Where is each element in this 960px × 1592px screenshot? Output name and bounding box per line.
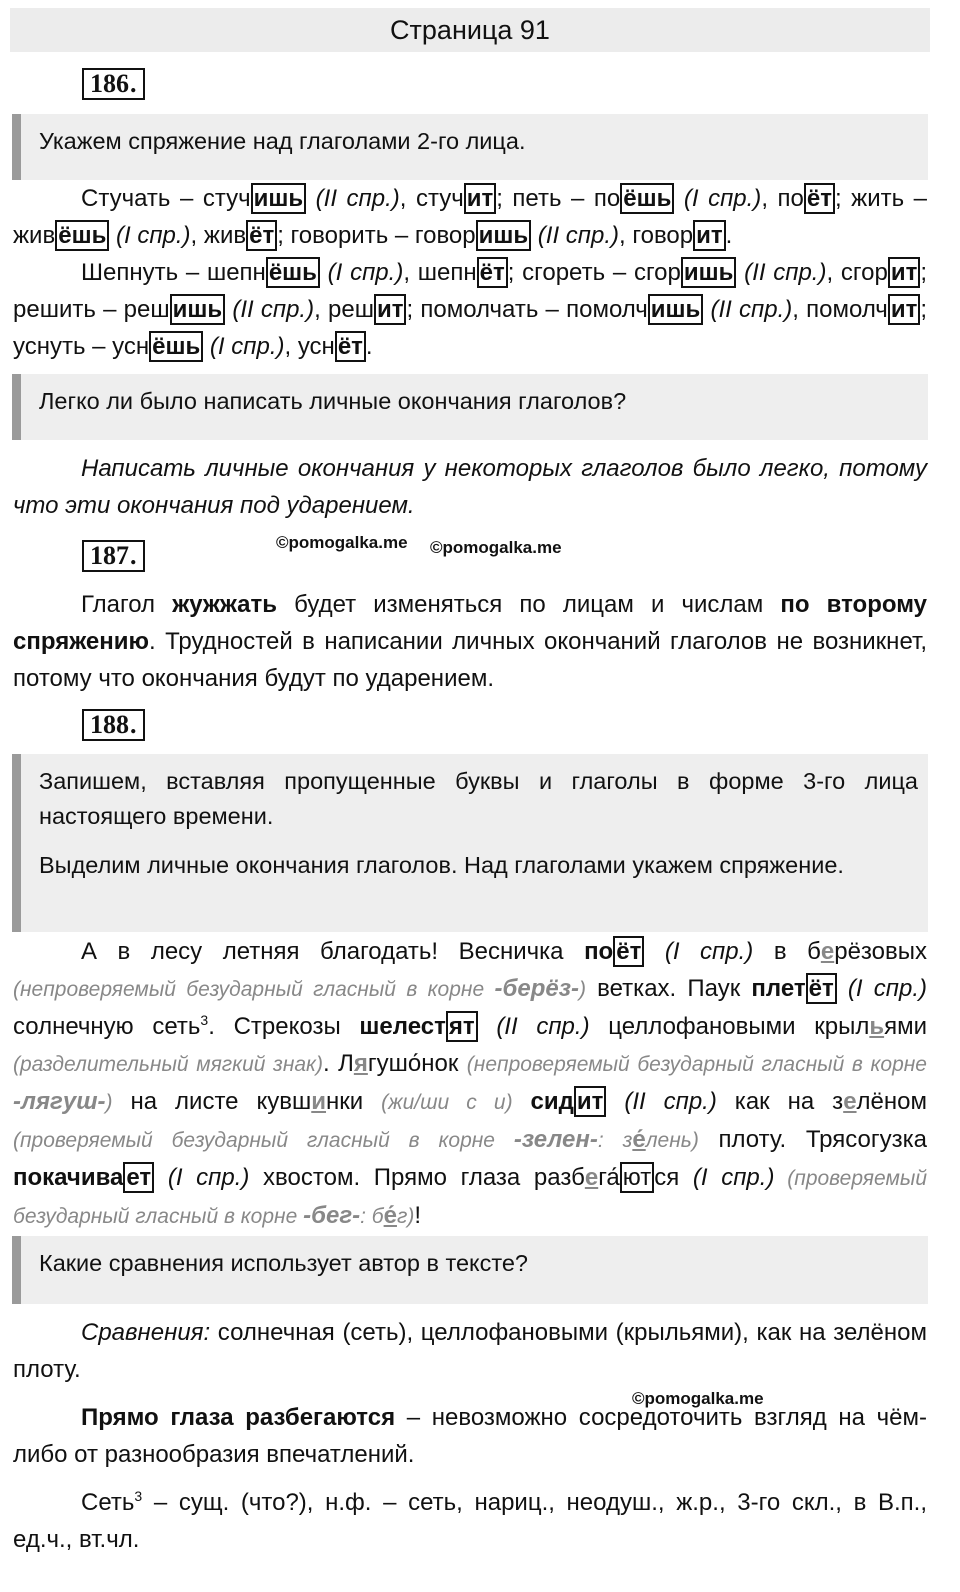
conjugation-note: (II спр.)	[477, 1013, 590, 1040]
text-run: А в лесу летняя благодать! Весничка	[81, 938, 585, 965]
ending-box: ёшь	[266, 257, 320, 288]
answer-text	[13, 450, 927, 524]
answer-paragraph	[13, 1399, 927, 1473]
bold-verb: шелест	[359, 1013, 446, 1040]
ending-box: ишь	[170, 294, 226, 325]
watermark: ©pomogalka.me	[276, 533, 408, 552]
text-run: , сгор	[826, 259, 888, 286]
number-dot: .	[130, 710, 137, 739]
conjugation-note: (I спр.)	[644, 938, 754, 965]
grey-note: (проверяемый безударный гласный в корне	[13, 1167, 927, 1228]
answer-paragraph	[13, 933, 927, 1235]
conjugation-note: (I спр.)	[679, 1164, 775, 1191]
text-run: Шепнуть – шепн	[81, 259, 266, 286]
text-run: солнечная (сеть), целлофановыми (крыльями), как на зелёном плоту.	[13, 1319, 927, 1383]
text-run: на листе кувш	[112, 1088, 312, 1115]
text-run: . Трудностей в написании личных окончаний глаголов не возникнет, потому что окончания будут по ударением.	[13, 628, 927, 692]
ending-box: ёт	[477, 257, 508, 288]
text-run	[513, 1088, 531, 1115]
answer-label: Сравнения:	[81, 1319, 211, 1346]
text-run: ; жить – жив	[13, 185, 928, 249]
task-box	[12, 374, 928, 440]
text-run: лёном	[856, 1088, 927, 1115]
text-run: .	[365, 333, 373, 360]
text-run: – сущ. (что?), н.ф. – сеть, нариц., неодуш., ж.р., 3-го скл., в В.п., ед.ч., вт.чл.	[13, 1489, 927, 1553]
watermark: ©pomogalka.me	[632, 1389, 764, 1408]
answer-text-187	[13, 586, 927, 697]
text-run: ся	[654, 1164, 680, 1191]
ending-box: ёт	[804, 183, 835, 214]
text-run: ветках. Паук	[585, 975, 752, 1002]
grey-note: (жи/ши с и)	[381, 1091, 513, 1114]
inserted-letter: ь	[869, 1013, 885, 1040]
text-run: Стучать – стуч	[81, 185, 251, 212]
answer-text	[13, 1484, 927, 1558]
text-run: , помолч	[792, 296, 888, 323]
text-run: , шепн	[403, 259, 477, 286]
exercise-number-187	[82, 540, 145, 572]
text-run: . Стрекозы	[208, 1013, 360, 1040]
text-run: ями	[884, 1013, 927, 1040]
task-box	[12, 754, 928, 932]
ending-box: ёшь	[620, 183, 674, 214]
answer-paragraph	[13, 1484, 927, 1558]
conjugation-note: (II спр.)	[736, 259, 827, 286]
text-run: ; уснуть – усн	[13, 296, 928, 360]
ending-box: ёт	[246, 220, 277, 251]
bold-verb: покачива	[13, 1164, 124, 1191]
text-run: гушо́нок	[367, 1050, 467, 1077]
bold-verb: жужжать	[172, 591, 278, 618]
text-run: – невозможно сосредоточить взгляд на чём-либо от разнообразия впечатлений.	[13, 1404, 927, 1468]
exercise-number: 186	[90, 69, 129, 98]
ending-box: ёт	[613, 936, 644, 967]
task-text: Выделим личные окончания глаголов. Над глаголами укажем спряжение.	[39, 852, 844, 878]
ending-box: ит	[888, 294, 921, 325]
answer-paragraph	[13, 586, 927, 697]
ending-box: ет	[123, 1162, 154, 1193]
text-run: , стуч	[399, 185, 464, 212]
inserted-letter: е́	[383, 1202, 397, 1229]
text-run: ; говорить – говор	[277, 222, 476, 249]
text-run: будет изменяться по лицам и числам	[277, 591, 781, 618]
conjugation-note: (I спр.)	[109, 222, 191, 249]
bold-phrase: Прямо глаза разбегаются	[81, 1404, 396, 1431]
ending-box: ют	[620, 1162, 654, 1193]
text-run: , усн	[284, 333, 335, 360]
text-run: как на з	[716, 1088, 844, 1115]
text-run: целлофановыми крыл	[589, 1013, 870, 1040]
text-run: , по	[761, 185, 804, 212]
task-text: Какие сравнения использует автор в тексте?	[39, 1250, 528, 1276]
grey-note: лень)	[645, 1129, 699, 1152]
text-run: ; помолчать – помолч	[406, 296, 648, 323]
conjugation-note: (I спр.)	[836, 975, 927, 1002]
number-dot: .	[130, 541, 137, 570]
ending-box: ёшь	[149, 331, 203, 362]
grey-note: : б	[360, 1205, 384, 1228]
text-run: .	[725, 222, 733, 249]
conjugation-note: (I спр.)	[154, 1164, 250, 1191]
bold-verb: по	[584, 938, 614, 965]
conjugation-note: (II спр.)	[703, 296, 793, 323]
inserted-letter: и	[311, 1088, 327, 1115]
text-run: Сеть	[81, 1489, 135, 1516]
exercise-number: 188	[90, 710, 129, 739]
ending-box: ёшь	[55, 220, 109, 251]
conjugation-note: (I спр.)	[319, 259, 404, 286]
inserted-letter: е	[820, 938, 835, 965]
ending-box: ит	[888, 257, 921, 288]
answer-paragraph	[13, 1314, 927, 1388]
conjugation-note: (II спр.)	[225, 296, 315, 323]
ending-box: ишь	[648, 294, 704, 325]
ending-box: ишь	[681, 257, 737, 288]
page-title: Страница 91	[10, 8, 930, 52]
text-run: солнечную сеть	[13, 1013, 201, 1040]
task-text: Запишем, вставляя пропущенные буквы и глаголы в форме 3-го лица настоящего времени.	[39, 768, 918, 829]
text-run: . Л	[322, 1050, 354, 1077]
text-run: , жив	[190, 222, 247, 249]
ending-box: ёт	[806, 973, 837, 1004]
conjugation-note: (II спр.)	[306, 185, 400, 212]
grey-root: -зелен-	[513, 1126, 598, 1153]
grey-note: (разделительный мягкий знак)	[13, 1053, 323, 1076]
footnote-mark: 3	[200, 1012, 209, 1028]
number-dot: .	[130, 69, 137, 98]
footnote-mark: 3	[134, 1488, 143, 1504]
grey-note: (непроверяемый безударный гласный в корне	[466, 1053, 927, 1076]
answer-paragraph: Написать личные окончания у некоторых глаголов было легко, потому что эти окончания под ударением.	[13, 455, 927, 519]
text-run: нки	[326, 1088, 382, 1115]
grey-note: : з	[597, 1129, 633, 1152]
answer-text	[13, 1399, 927, 1473]
grey-root: -берёз-	[494, 975, 579, 1002]
task-box	[12, 1236, 928, 1304]
text-run: га́	[598, 1164, 620, 1191]
ending-box: ит	[374, 294, 407, 325]
text-run: плоту. Трясогузка	[698, 1126, 927, 1153]
grey-note: г)	[396, 1205, 415, 1228]
grey-note: (проверяемый безударный гласный в корне	[13, 1129, 514, 1152]
grey-note: (непроверяемый безударный гласный в корне	[13, 978, 495, 1001]
ending-box: ит	[574, 1086, 607, 1117]
conjugation-note: (I спр.)	[674, 185, 762, 212]
grey-note: )	[578, 978, 586, 1001]
text-run: , реш	[314, 296, 374, 323]
text-run: !	[414, 1202, 421, 1229]
exercise-number-186	[82, 68, 145, 100]
text-run: Глагол	[81, 591, 173, 618]
text-run: ; решить – реш	[13, 259, 928, 323]
ending-box: ит	[464, 183, 497, 214]
exercise-number: 187	[90, 541, 129, 570]
bold-term: по второму спряжению	[13, 591, 927, 655]
text-run: , говор	[619, 222, 694, 249]
conjugation-note: (II спр.)	[606, 1088, 717, 1115]
ending-box: ишь	[476, 220, 532, 251]
ending-box: ит	[693, 220, 726, 251]
ending-box: ишь	[251, 183, 307, 214]
bold-verb: сид	[530, 1088, 574, 1115]
grey-note: )	[105, 1091, 113, 1114]
conjugation-note: (II спр.)	[531, 222, 620, 249]
answer-paragraph-1	[13, 180, 927, 254]
text-run: хвостом. Прямо глаза разб	[249, 1164, 585, 1191]
text-run: в б	[753, 938, 821, 965]
grey-root: -лягуш-	[13, 1088, 106, 1115]
ending-box: ёт	[335, 331, 366, 362]
task-text: Легко ли было написать личные окончания глаголов?	[39, 388, 627, 414]
watermark: ©pomogalka.me	[430, 538, 562, 557]
answer-text	[13, 1314, 927, 1388]
conjugation-note: (I спр.)	[203, 333, 285, 360]
inserted-letter: я	[353, 1050, 368, 1077]
inserted-letter: е	[584, 1164, 599, 1191]
text-run: ; петь – по	[496, 185, 621, 212]
answer-text-186	[13, 180, 927, 365]
grey-root: -бег-	[303, 1202, 361, 1229]
answer-paragraph-2	[13, 254, 927, 365]
answer-text-188	[13, 933, 927, 1235]
exercise-number-188	[82, 709, 145, 741]
inserted-letter: е	[843, 1088, 857, 1115]
task-text: Укажем спряжение над глаголами 2-го лица.	[39, 128, 526, 154]
task-box	[12, 114, 928, 180]
text-run: рёзовых	[834, 938, 927, 965]
inserted-letter: е́	[632, 1126, 646, 1153]
bold-verb: плет	[751, 975, 806, 1002]
text-run: ; сгореть – сгор	[507, 259, 681, 286]
ending-box: ят	[446, 1011, 478, 1042]
